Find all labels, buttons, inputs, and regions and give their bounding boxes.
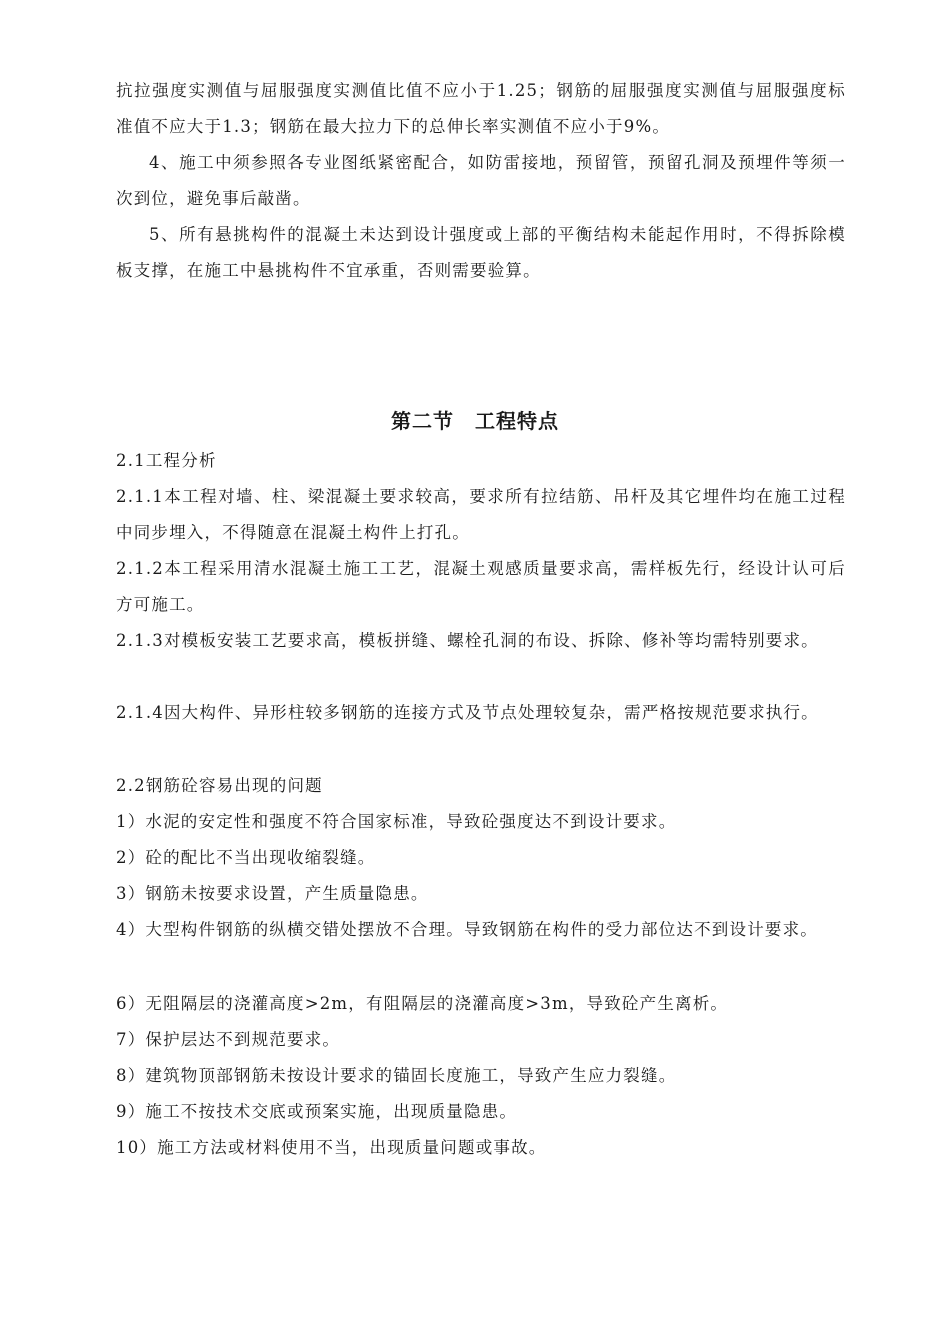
analysis-item-2-1-2: 2.1.2本工程采用清水混凝土施工工艺，混凝土观感质量要求高，需样板先行，经设计认可后方可施工。 <box>116 559 846 614</box>
problems-heading: 2.2钢筋砼容易出现的问题 <box>116 776 323 795</box>
problem-item-1: 1）水泥的安定性和强度不符合国家标准，导致砼强度达不到设计要求。 <box>116 812 677 831</box>
analysis-item-2-1-4: 2.1.4因大构件、异形柱较多钢筋的连接方式及节点处理较复杂，需严格按规范要求执行。 <box>116 703 819 722</box>
intro-paragraph-1: 抗拉强度实测值与屈服强度实测值比值不应小于1.25；钢筋的屈服强度实测值与屈服强度标准值不应大于1.3；钢筋在最大拉力下的总伸长率实测值不应小于9%。 <box>116 81 846 136</box>
problem-item-3: 3）钢筋未按要求设置，产生质量隐患。 <box>116 884 429 903</box>
problem-item-10: 10）施工方法或材料使用不当，出现质量问题或事故。 <box>116 1138 547 1157</box>
problem-item-6: 6）无阻隔层的浇灌高度>2m，有阻隔层的浇灌高度>3m，导致砼产生离析。 <box>116 994 729 1013</box>
intro-paragraph-5: 5、所有悬挑构件的混凝土未达到设计强度或上部的平衡结构未能起作用时，不得拆除模板支撑，在施工中悬挑构件不宜承重，否则需要验算。 <box>116 225 846 280</box>
analysis-item-2-1-3: 2.1.3对模板安装工艺要求高，模板拼缝、螺栓孔洞的布设、拆除、修补等均需特别要求。 <box>116 631 819 650</box>
problem-item-2: 2）砼的配比不当出现收缩裂缝。 <box>116 848 376 867</box>
analysis-heading: 2.1工程分析 <box>116 451 217 470</box>
section-title: 第二节 工程特点 <box>391 409 559 433</box>
problem-item-7: 7）保护层达不到规范要求。 <box>116 1030 341 1049</box>
problem-item-4: 4）大型构件钢筋的纵横交错处摆放不合理。导致钢筋在构件的受力部位达不到设计要求。 <box>116 920 818 939</box>
intro-paragraph-4: 4、施工中须参照各专业图纸紧密配合，如防雷接地，预留管，预留孔洞及预埋件等须一次到位，避免事后敲凿。 <box>116 153 846 208</box>
analysis-item-2-1-1: 2.1.1本工程对墙、柱、梁混凝土要求较高，要求所有拉结筋、吊杆及其它埋件均在施工过程中同步埋入，不得随意在混凝土构件上打孔。 <box>116 487 846 542</box>
problem-item-9: 9）施工不按技术交底或预案实施，出现质量隐患。 <box>116 1102 518 1121</box>
problem-item-8: 8）建筑物顶部钢筋未按设计要求的锚固长度施工，导致产生应力裂缝。 <box>116 1066 677 1085</box>
